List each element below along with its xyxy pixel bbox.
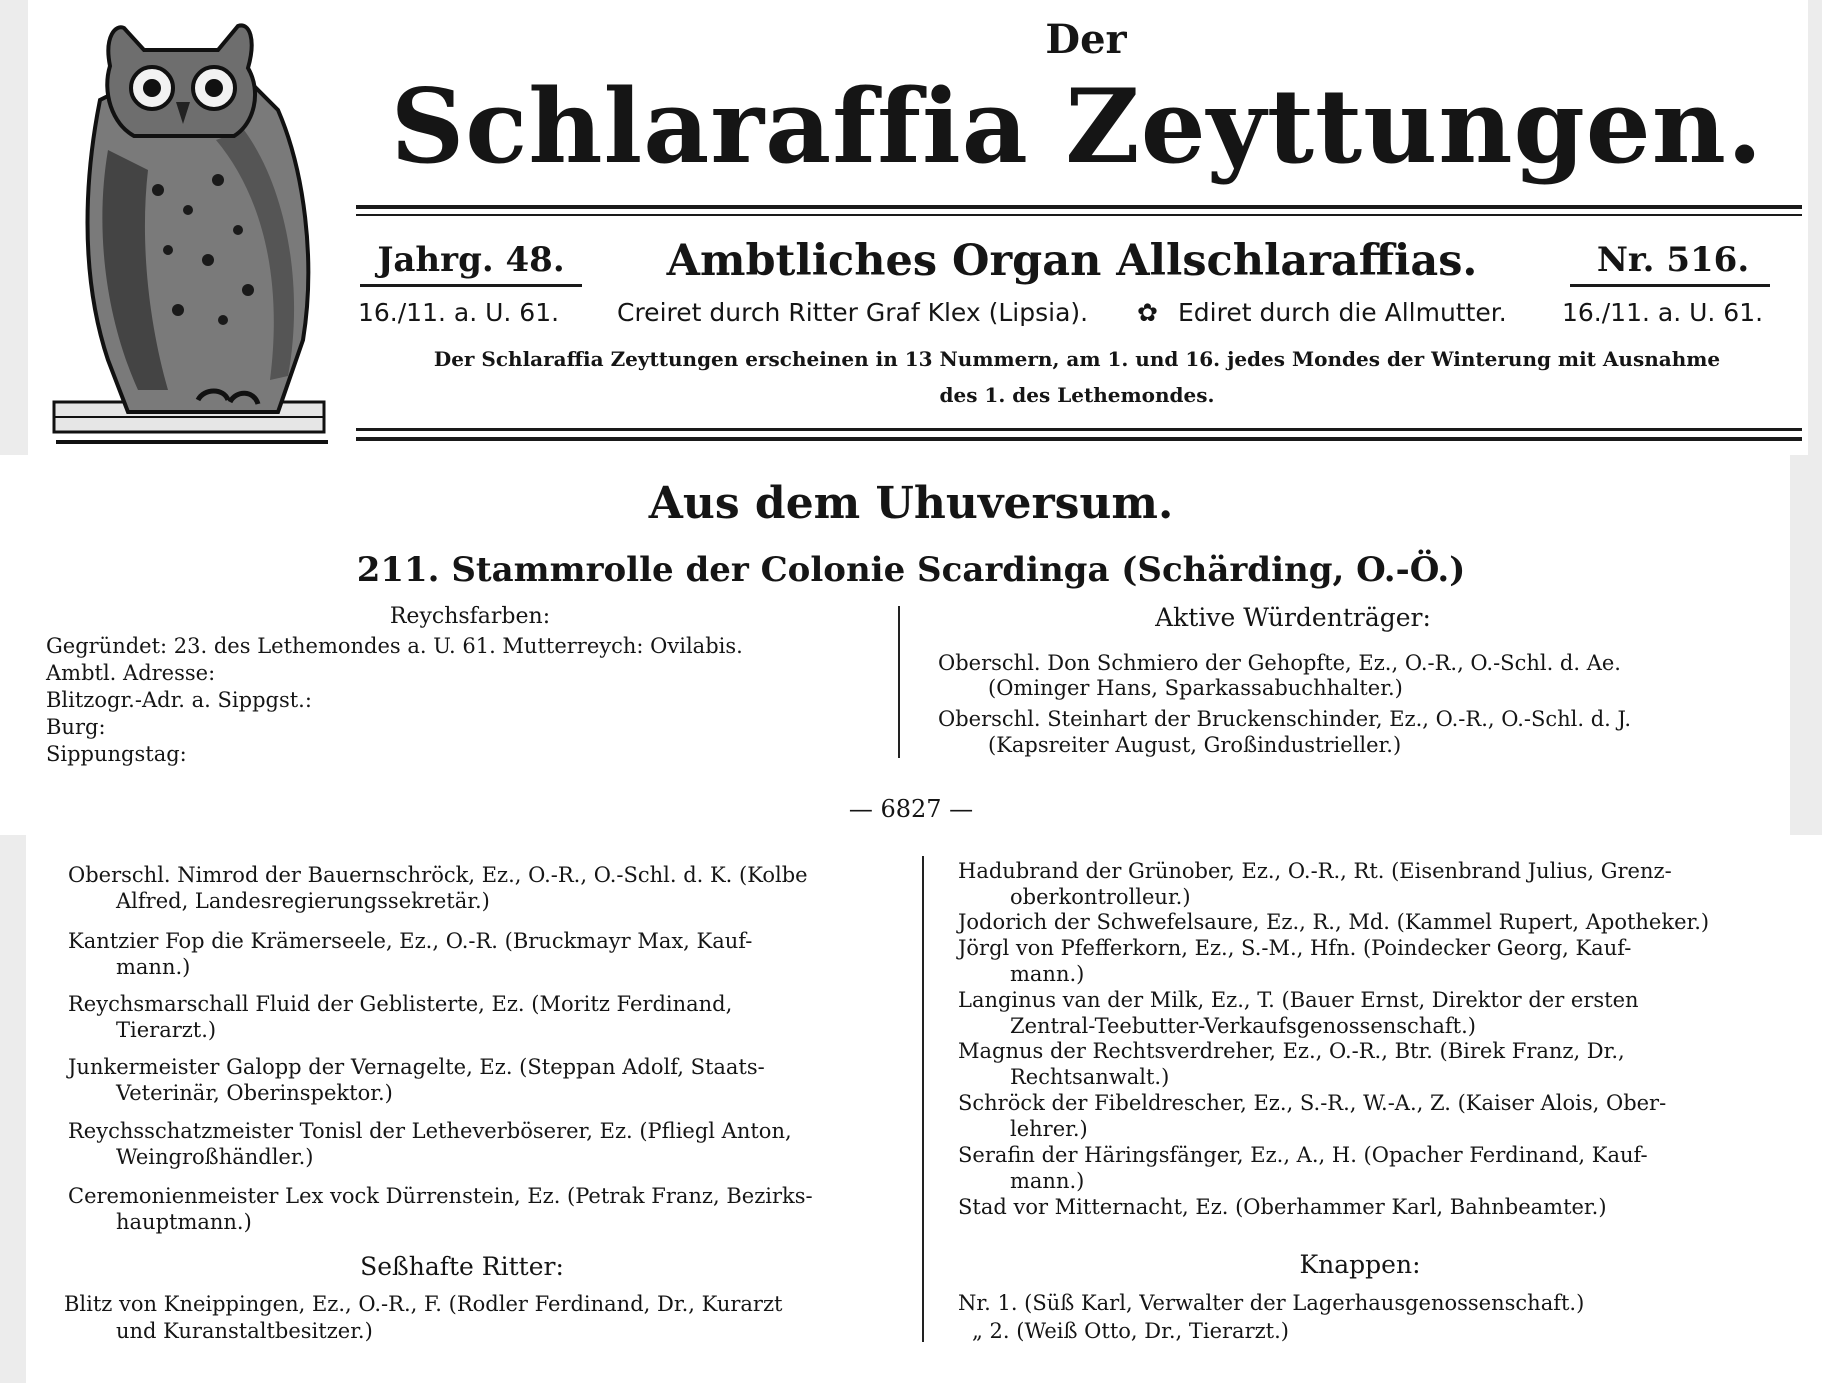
aktive-line: (Ominger Hans, Sparkassabuchhalter.) bbox=[988, 676, 1403, 700]
info-line: Blitzogr.-Adr. a. Sippgst.: bbox=[46, 688, 312, 712]
aktive-line: Oberschl. Don Schmiero der Gehopfte, Ez., O.-R., O.-Schl. d. Ae. bbox=[938, 651, 1621, 675]
info-line: Sippungstag: bbox=[46, 742, 187, 766]
right-entry-line: Zentral-Teebutter-Verkaufsgenossenschaft.) bbox=[1010, 1014, 1476, 1038]
right-entry-line: Langinus van der Milk, Ez., T. (Bauer Ernst, Direktor der ersten bbox=[958, 988, 1639, 1012]
section-title: Aus dem Uhuversum. bbox=[648, 478, 1174, 529]
right-entry-line: Jörgl von Pfefferkorn, Ez., S.-M., Hfn. (Poindecker Georg, Kauf- bbox=[958, 936, 1632, 960]
sesshafte-line: und Kuranstaltbesitzer.) bbox=[116, 1319, 373, 1343]
masthead-rule-bottom-1 bbox=[356, 428, 1802, 431]
created-by: Creiret durch Ritter Graf Klex (Lipsia). bbox=[617, 298, 1089, 327]
official-organ-title: Ambtliches Organ Allschlaraffias. bbox=[666, 236, 1478, 286]
right-entry-line: Hadubrand der Grünober, Ez., O.-R., Rt. (Eisenbrand Julius, Grenz- bbox=[958, 859, 1672, 883]
left-entry-line: Junkermeister Galopp der Vernagelte, Ez. (Steppan Adolf, Staats- bbox=[68, 1055, 765, 1079]
left-entry-line: Alfred, Landesregierungssekretär.) bbox=[116, 889, 490, 913]
column-divider-bottom bbox=[922, 856, 924, 1342]
scan-strip-left-top bbox=[0, 0, 28, 455]
left-entry-line: Oberschl. Nimrod der Bauernschröck, Ez., O.-R., O.-Schl. d. K. (Kolbe bbox=[68, 863, 808, 887]
scan-strip-right-top bbox=[1808, 0, 1822, 455]
aktive-line: Oberschl. Steinhart der Bruckenschinder, Ez., O.-R., O.-Schl. d. J. bbox=[938, 707, 1631, 731]
right-entry-line: lehrer.) bbox=[1010, 1117, 1088, 1141]
masthead-rule-bottom-2 bbox=[356, 437, 1802, 441]
left-entry-line: Tierarzt.) bbox=[116, 1018, 217, 1042]
aktive-heading: Aktive Würdenträger: bbox=[1155, 603, 1431, 632]
masthead-rule-top-1 bbox=[356, 205, 1802, 209]
issue-number: Nr. 516. bbox=[1596, 240, 1750, 280]
right-entry-line: Jodorich der Schwefelsaure, Ez., R., Md. (Kammel Rupert, Apotheker.) bbox=[958, 910, 1710, 934]
right-entry-line: Stad vor Mitternacht, Ez. (Oberhammer Karl, Bahnbeamter.) bbox=[958, 1195, 1607, 1219]
ornament-icon: ✿ bbox=[1137, 298, 1158, 327]
masthead-title: Schlaraffia Zeyttungen. bbox=[390, 67, 1764, 187]
knappen-line: Nr. 1. (Süß Karl, Verwalter der Lagerhausgenossenschaft.) bbox=[958, 1291, 1585, 1315]
right-entry-line: Magnus der Rechtsverdreher, Ez., O.-R., Btr. (Birek Franz, Dr., bbox=[958, 1039, 1625, 1063]
info-line: Gegründet: 23. des Lethemondes a. U. 61. Mutterreych: Ovilabis. bbox=[46, 634, 743, 658]
sesshafte-line: Blitz von Kneippingen, Ez., O.-R., F. (Rodler Ferdinand, Dr., Kurarzt bbox=[64, 1292, 783, 1316]
left-entry-line: mann.) bbox=[116, 955, 191, 979]
section-subtitle: 211. Stammrolle der Colonie Scardinga (Schärding, O.-Ö.) bbox=[356, 550, 1466, 590]
date-right: 16./11. a. U. 61. bbox=[1562, 298, 1764, 327]
year-underline bbox=[360, 284, 582, 287]
left-entry-line: Ceremonienmeister Lex vock Dürrenstein, Ez. (Petrak Franz, Bezirks- bbox=[68, 1184, 813, 1208]
edited-by: Ediret durch die Allmutter. bbox=[1178, 298, 1507, 327]
scan-strip-left-bottom bbox=[0, 835, 26, 1383]
left-entry-line: Reychsmarschall Fluid der Geblisterte, Ez. (Moritz Ferdinand, bbox=[68, 992, 733, 1016]
left-entry-line: Reychsschatzmeister Tonisl der Letheverböserer, Ez. (Pfliegl Anton, bbox=[68, 1119, 792, 1143]
info-line: Burg: bbox=[46, 715, 106, 739]
knappen-heading: Knappen: bbox=[1299, 1250, 1421, 1279]
left-entry-line: Kantzier Fop die Krämerseele, Ez., O.-R. (Bruckmayr Max, Kauf- bbox=[68, 929, 753, 953]
knappen-line: „ 2. (Weiß Otto, Dr., Tierarzt.) bbox=[972, 1319, 1289, 1343]
right-entry-line: Rechtsanwalt.) bbox=[1010, 1065, 1170, 1089]
masthead-rule-top-2 bbox=[356, 214, 1802, 216]
year-label: Jahrg. 48. bbox=[377, 240, 565, 280]
left-entry-line: hauptmann.) bbox=[116, 1210, 252, 1234]
reychsfarben-heading: Reychsfarben: bbox=[389, 604, 551, 629]
right-entry-line: oberkontrolleur.) bbox=[1010, 885, 1191, 909]
page-number: — 6827 — bbox=[848, 795, 974, 823]
left-entry-line: Veterinär, Oberinspektor.) bbox=[116, 1081, 393, 1105]
number-underline bbox=[1570, 284, 1770, 287]
date-left: 16./11. a. U. 61. bbox=[358, 298, 560, 327]
sesshafte-heading: Seßhafte Ritter: bbox=[360, 1252, 564, 1281]
masthead-der: Der bbox=[1045, 16, 1127, 63]
right-entry-line: Schröck der Fibeldrescher, Ez., S.-R., W.-A., Z. (Kaiser Alois, Ober- bbox=[958, 1091, 1667, 1115]
column-divider-top bbox=[898, 606, 900, 758]
right-entry-line: Serafin der Häringsfänger, Ez., A., H. (Opacher Ferdinand, Kauf- bbox=[958, 1143, 1648, 1167]
publication-notice-line-1: Der Schlaraffia Zeyttungen erscheinen in 13 Nummern, am 1. und 16. jedes Mondes der Winterung mit Ausnahme bbox=[433, 347, 1721, 371]
right-entry-line: mann.) bbox=[1010, 962, 1085, 986]
left-entry-line: Weingroßhändler.) bbox=[116, 1145, 314, 1169]
info-line: Ambtl. Adresse: bbox=[46, 661, 216, 685]
publication-notice-line-2: des 1. des Lethemondes. bbox=[939, 383, 1215, 407]
aktive-line: (Kapsreiter August, Großindustrieller.) bbox=[988, 733, 1402, 757]
owl-illustration bbox=[48, 20, 334, 452]
right-entry-line: mann.) bbox=[1010, 1169, 1085, 1193]
